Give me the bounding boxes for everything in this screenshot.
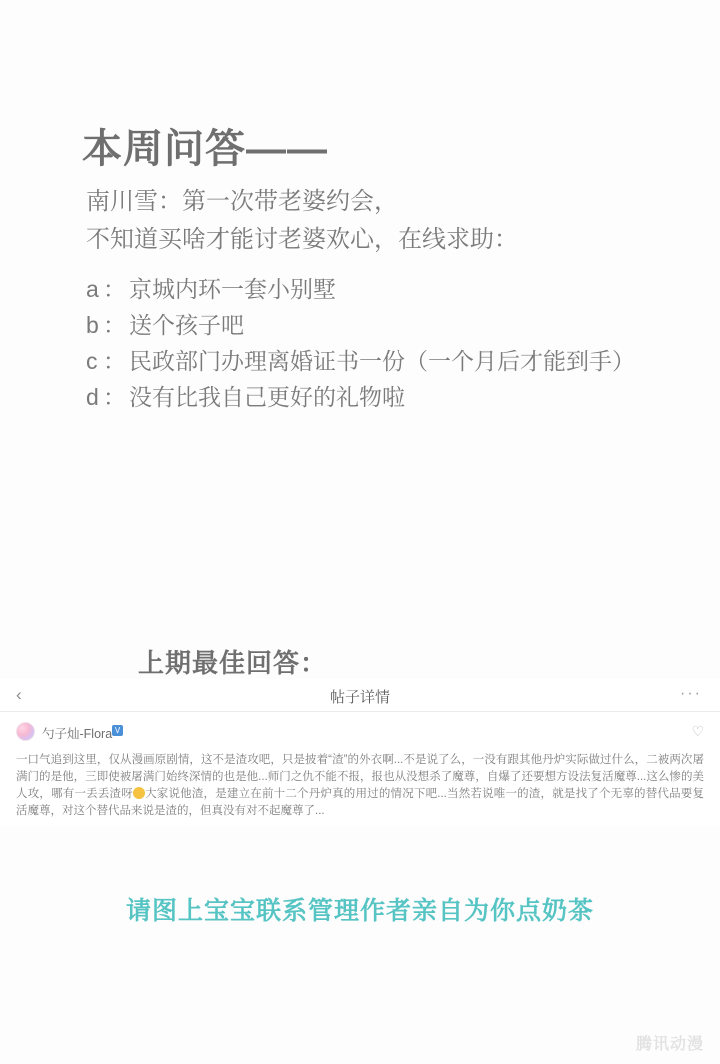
question-line-2: 不知道买啥才能讨老婆欢心，在线求助： xyxy=(86,226,518,253)
option-label-c: 民政部门办理离婚证书一份（一个月后才能到手） xyxy=(129,348,635,374)
option-key-d: d xyxy=(86,384,99,410)
question-text xyxy=(86,183,518,259)
watermark: 腾讯动漫 xyxy=(635,1036,704,1053)
page-title: 本周问答—— xyxy=(82,127,328,171)
option-label-b: 送个孩子吧 xyxy=(129,312,244,338)
option-item-a xyxy=(86,273,635,305)
option-item-d xyxy=(86,381,635,413)
option-sep-c: ： xyxy=(103,348,126,374)
option-item-b xyxy=(86,309,635,341)
nav-title: 帖子详情 xyxy=(329,689,390,706)
option-sep-a: ： xyxy=(103,276,126,302)
post-body-part-1: 一口气追到这里，仅从漫画原剧情，这不是渣攻吧，只是披着“渣”的外衣啊...不是说了么，一没有跟其他丹炉实际做过什么，二被两次屠满门的是他，三即使被屠满门始终深情的也是他...师门之仇不能不报，报也从没想杀了魔尊，自爆了还要想方设法复活魔尊...这么惨的美人攻，哪有一丢丢渣呀 xyxy=(16,754,704,800)
back-icon[interactable]: ‹ xyxy=(16,685,22,704)
option-key-a: a xyxy=(86,276,99,302)
post-user-row xyxy=(16,722,704,744)
embedded-post-screenshot xyxy=(0,679,720,826)
best-answer-heading: 上期最佳回答： xyxy=(138,648,328,678)
question-line-1: 南川雪：第一次带老婆约会， xyxy=(86,188,398,215)
verified-badge-icon: V xyxy=(112,725,123,736)
option-key-c: c xyxy=(86,348,98,374)
avatar[interactable] xyxy=(16,722,35,741)
option-item-c xyxy=(86,345,635,377)
screenshot-navbar xyxy=(0,679,720,712)
post-body xyxy=(16,752,704,820)
like-icon[interactable]: ♡ xyxy=(691,723,704,739)
smiley-emoji-icon xyxy=(133,787,145,799)
option-sep-d: ： xyxy=(103,384,126,410)
footer-call-to-action: 请图上宝宝联系管理作者亲自为你点奶茶 xyxy=(125,898,594,925)
post-body-part-2: 大家说他渣，是建立在前十二个丹炉真的用过的情况下吧...当然若说唯一的渣，就是找了个无辜的替代品要复活魔尊，对这个替代品来说是渣的，但真没有对不起魔尊了... xyxy=(16,788,704,817)
option-label-d: 没有比我自己更好的礼物啦 xyxy=(129,384,405,410)
post-content xyxy=(0,712,720,826)
more-options-icon[interactable]: ··· xyxy=(680,685,702,702)
post-username[interactable]: 勺子灿-Flora xyxy=(42,727,113,741)
option-label-a: 京城内环一套小别墅 xyxy=(129,276,336,302)
option-key-b: b xyxy=(86,312,99,338)
option-sep-b: ： xyxy=(103,312,126,338)
options-list xyxy=(86,273,635,417)
